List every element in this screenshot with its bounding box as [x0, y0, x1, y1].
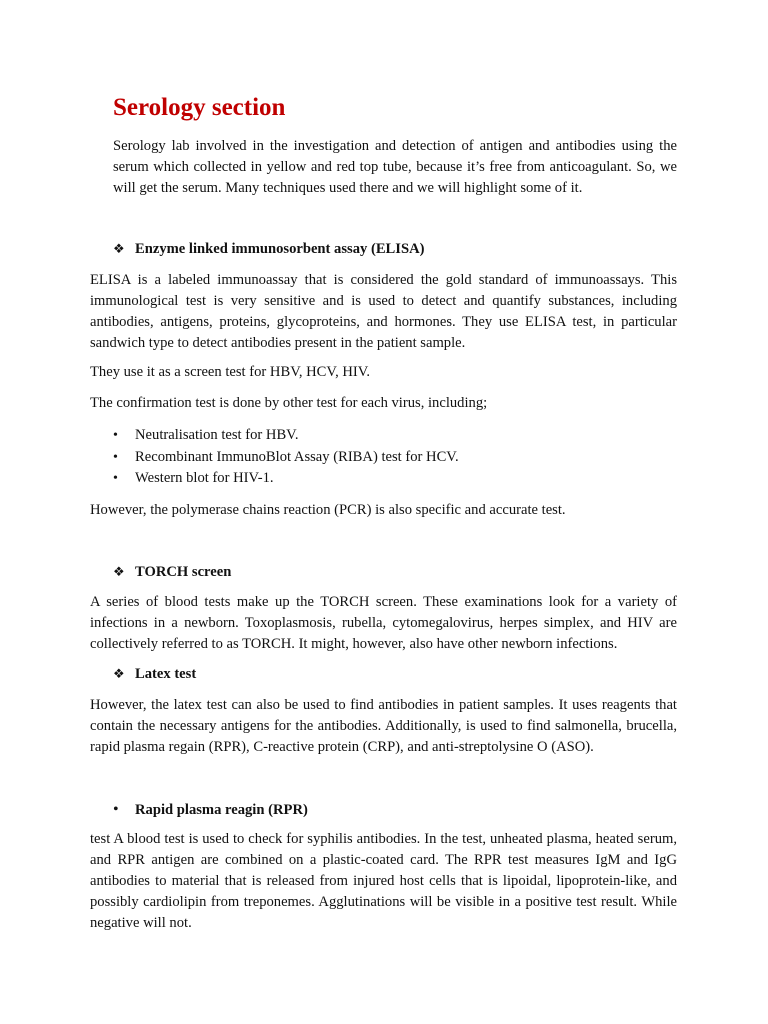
- torch-heading: [113, 562, 231, 582]
- latex-paragraph: However, the latex test can also be used to find antibodies in patient samples. It uses reagents that contain the necessary antigens for the antibodies. Additionally, is used to find salmonella, brucella, rapid plasma regain (RPR), C-reactive protein (CRP), and anti-streptolysine O (ASO).: [90, 697, 677, 755]
- bullet-icon: •: [113, 449, 118, 465]
- elisa-paragraph-4: However, the polymerase chains reaction (PCR) is also specific and accurate test.: [90, 502, 566, 518]
- torch-heading-text: TORCH screen: [135, 564, 232, 580]
- diamond-bullet-icon: ❖: [113, 241, 125, 256]
- elisa-heading: [113, 239, 424, 259]
- torch-paragraph: A series of blood tests make up the TORCH screen. These examinations look for a variety of infections in a newborn. Toxoplasmosis, rubella, cytomegalovirus, herpes simplex, and HIV are collectively referred to as TORCH. It might, however, also have other newborn infections.: [90, 594, 677, 652]
- rpr-paragraph: test A blood test is used to check for syphilis antibodies. In the test, unheated plasma, heated serum, and RPR antigen are combined on a plastic-coated card. The RPR test measures IgM and IgG antibodies to material that is released from injured host cells that is lipoidal, lipoprotein-like, and possibly cardiolipin from treponemes. Agglutinations will be visible in a positive test result. While negative will not.: [90, 831, 677, 931]
- list-item: • Western blot for HIV-1.: [113, 468, 673, 490]
- latex-heading-text: Latex test: [135, 666, 197, 682]
- elisa-paragraph-3: The confirmation test is done by other test for each virus, including;: [90, 395, 488, 411]
- bullet-icon: •: [113, 428, 118, 443]
- confirmation-test-list: [113, 425, 673, 490]
- list-item: • Neutralisation test for HBV.: [113, 425, 673, 447]
- diamond-bullet-icon: ❖: [113, 564, 125, 579]
- elisa-heading-text: Enzyme linked immunosorbent assay (ELISA): [135, 241, 425, 257]
- diamond-bullet-icon: ❖: [113, 666, 125, 681]
- bullet-icon: •: [113, 471, 118, 486]
- elisa-paragraph-1: ELISA is a labeled immunoassay that is considered the gold standard of immunoassays. This immunological test is very sensitive and is used to detect and quantify substances, including antibodies, antigens, proteins, glycoproteins, and hormones. They use ELISA test, in particular sandwich type to detect antibodies present in the patient sample.: [90, 272, 677, 351]
- elisa-paragraph-2: They use it as a screen test for HBV, HCV, HIV.: [90, 364, 371, 380]
- rpr-heading-text: Rapid plasma reagin (RPR): [135, 802, 308, 818]
- intro-paragraph: Serology lab involved in the investigation and detection of antigen and antibodies using the serum which collected in yellow and red top tube, because it’s free from anticoagulant. So, we will get the serum. Many techniques used there and we will highlight some of it.: [113, 138, 677, 196]
- rpr-heading: [113, 800, 308, 820]
- list-item: • Recombinant ImmunoBlot Assay (RIBA) test for HCV.: [113, 447, 673, 469]
- page-title: Serology section: [113, 94, 286, 121]
- bullet-icon: •: [113, 801, 119, 818]
- latex-heading: [113, 664, 196, 684]
